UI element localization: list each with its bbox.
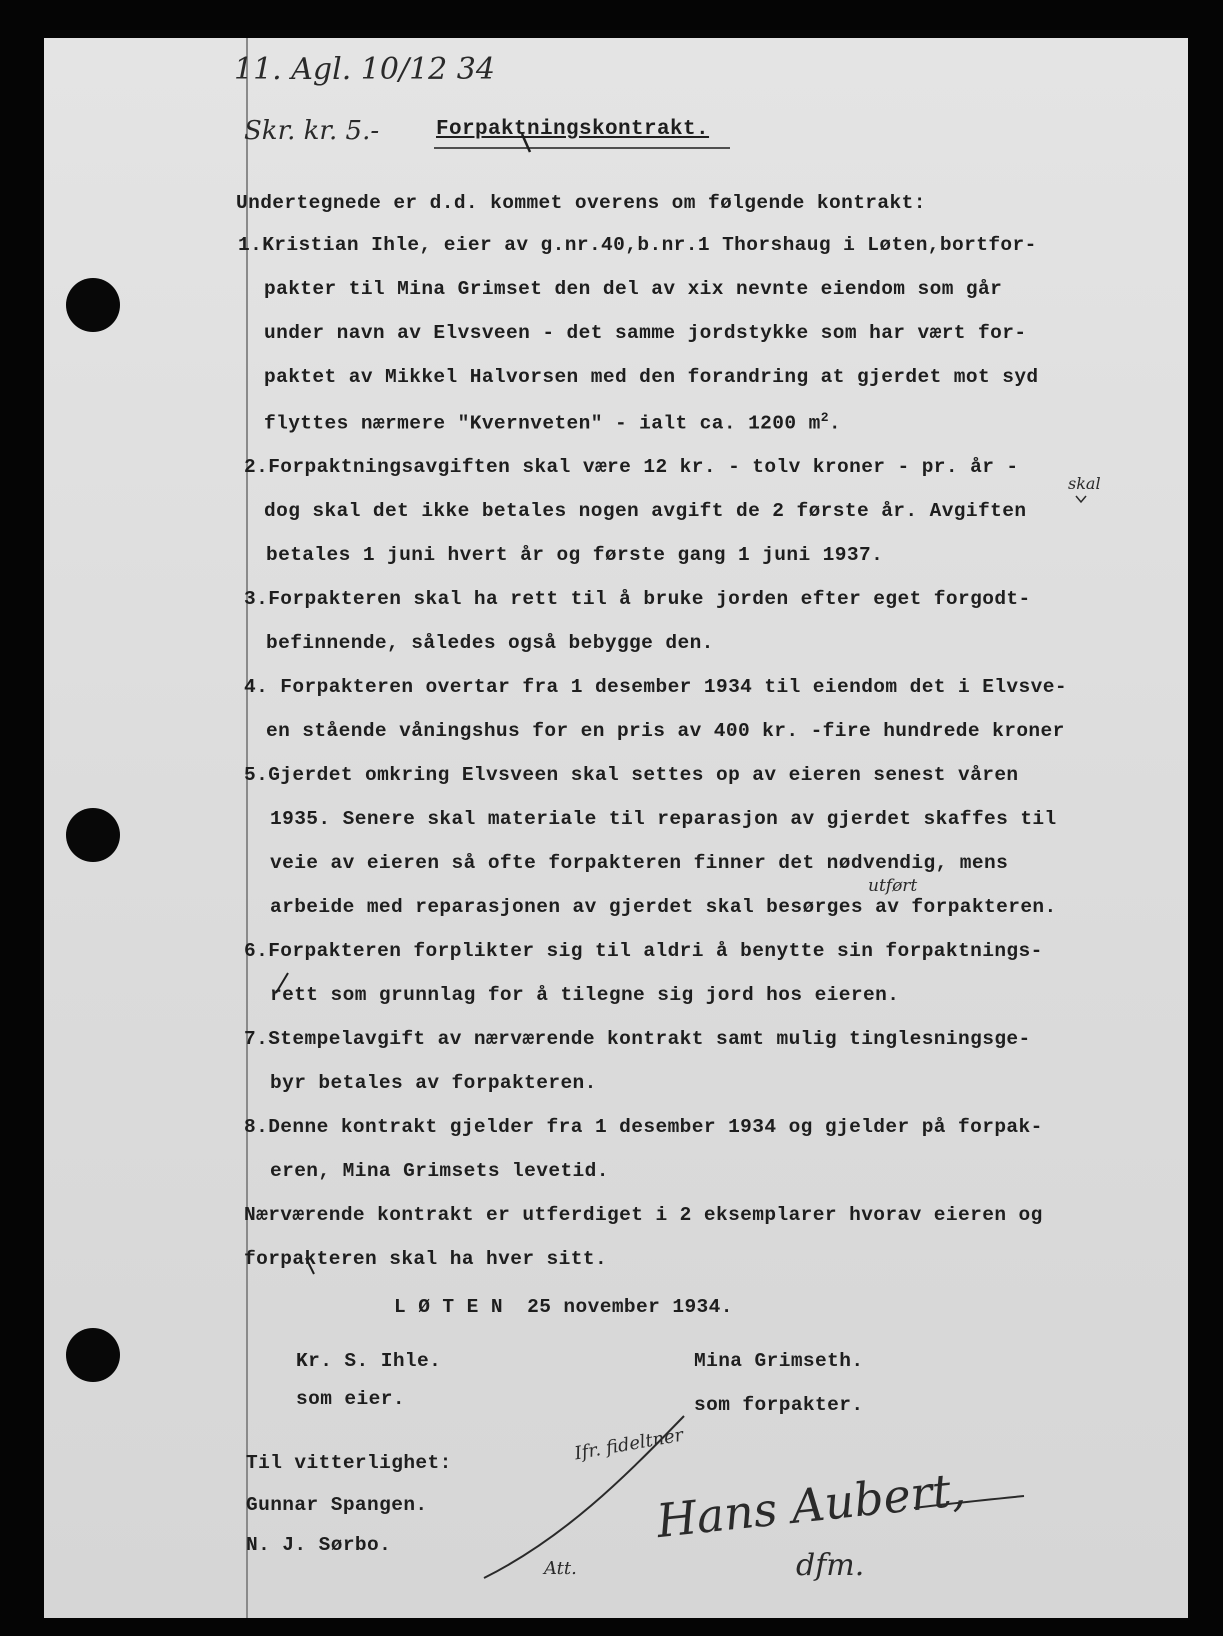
handwritten-insert-utfort: utført — [868, 876, 918, 896]
document-title: Forpaktningskontrakt. — [436, 118, 710, 141]
place-date: L Ø T E N 25 november 1934. — [394, 1296, 733, 1318]
text-line: 6.Forpakteren forplikter sig til aldri å benytte sin forpaktnings- — [244, 940, 1043, 962]
text-line: 2.Forpaktningsavgiften skal være 12 kr. - tolv kroner - pr. år - — [244, 456, 1019, 478]
witness-name: Gunnar Spangen. — [246, 1494, 428, 1516]
text-line-content: flyttes nærmere "Kvernveten" - ialt ca. 1200 m — [264, 412, 821, 435]
text-line: Undertegnede er d.d. kommet overens om følgende kontrakt: — [236, 192, 926, 214]
text-line: 1935. Senere skal materiale til reparasjon av gjerdet skaffes til — [270, 808, 1057, 830]
text-line: flyttes nærmere "Kvernveten" - ialt ca. 1200 $m^2$. — [264, 410, 841, 435]
witness-heading: Til vitterlighet: — [246, 1452, 452, 1474]
handwritten-strokes — [44, 38, 1188, 1618]
text-line: forpakteren skal ha hver sitt. — [244, 1248, 608, 1270]
text-line: en stående våningshus for en pris av 400 kr. -fire hundrede kroner — [266, 720, 1065, 742]
signature-underline — [914, 1496, 1024, 1508]
text-line: 7.Stempelavgift av nærværende kontrakt samt mulig tinglesningsge- — [244, 1028, 1031, 1050]
text-line: 1.Kristian Ihle, eier av g.nr.40,b.nr.1 Thorshaug i Løten,bortfor- — [238, 234, 1037, 256]
text-line: 4. Forpakteren overtar fra 1 desember 1934 til eiendom det i Elvsve- — [244, 676, 1067, 698]
text-line: betales 1 juni hvert år og første gang 1 juni 1937. — [266, 544, 884, 566]
owner-role: som eier. — [296, 1388, 405, 1410]
text-line: veie av eieren så ofte forpakteren finner det nødvendig, mens — [270, 852, 1009, 874]
text-line: rett som grunnlag for å tilegne sig jord hos eieren. — [270, 984, 900, 1006]
text-line: 5.Gjerdet omkring Elvsveen skal settes op av eieren senest våren — [244, 764, 1019, 786]
insertion-caret — [1076, 496, 1086, 502]
handwritten-signature-prefix: Ifr. fideltner — [573, 1424, 685, 1465]
text-line: Nærværende kontrakt er utferdiget i 2 eksemplarer hvorav eieren og — [244, 1204, 1043, 1226]
correction-mark — [522, 134, 530, 152]
text-line: under navn av Elvsveen - det samme jordstykke som har vært for- — [264, 322, 1027, 344]
signature-stroke — [484, 1416, 684, 1578]
owner-name: Kr. S. Ihle. — [296, 1350, 442, 1372]
text-line: arbeide med reparasjonen av gjerdet skal besørges av forpakteren. — [270, 896, 1057, 918]
tenant-role: som forpakter. — [694, 1394, 864, 1416]
handwritten-witness-prefix: Att. — [544, 1558, 577, 1579]
witness-name: N. J. Sørbo. — [246, 1534, 392, 1556]
document-page — [44, 38, 1188, 1618]
text-line: eren, Mina Grimsets levetid. — [270, 1160, 609, 1182]
handwritten-insert-skal: skal — [1068, 474, 1101, 493]
text-line: paktet av Mikkel Halvorsen med den forandring at gjerdet mot syd — [264, 366, 1039, 388]
correction-mark — [276, 973, 288, 993]
correction-mark — [306, 1258, 314, 1274]
text-line: befinnende, således også bebygge den. — [266, 632, 714, 654]
text-line: 8.Denne kontrakt gjelder fra 1 desember 1934 og gjelder på forpak- — [244, 1116, 1043, 1138]
text-line: dog skal det ikke betales nogen avgift de 2 første år. Avgiften — [264, 500, 1027, 522]
text-line: pakter til Mina Grimset den del av xix nevnte eiendom som går — [264, 278, 1003, 300]
superscript: 2 — [820, 410, 829, 425]
text-line: byr betales av forpakteren. — [270, 1072, 597, 1094]
handwritten-reference: 11. Agl. 10/12 34 — [234, 52, 495, 87]
tenant-name: Mina Grimseth. — [694, 1350, 864, 1372]
handwritten-fee-note: Skr. kr. 5.- — [244, 116, 380, 146]
handwritten-signature-title: dfm. — [796, 1548, 865, 1583]
handwritten-signature: Hans Aubert, — [654, 1461, 968, 1549]
text-line: 3.Forpakteren skal ha rett til å bruke jorden efter eget forgodt- — [244, 588, 1031, 610]
